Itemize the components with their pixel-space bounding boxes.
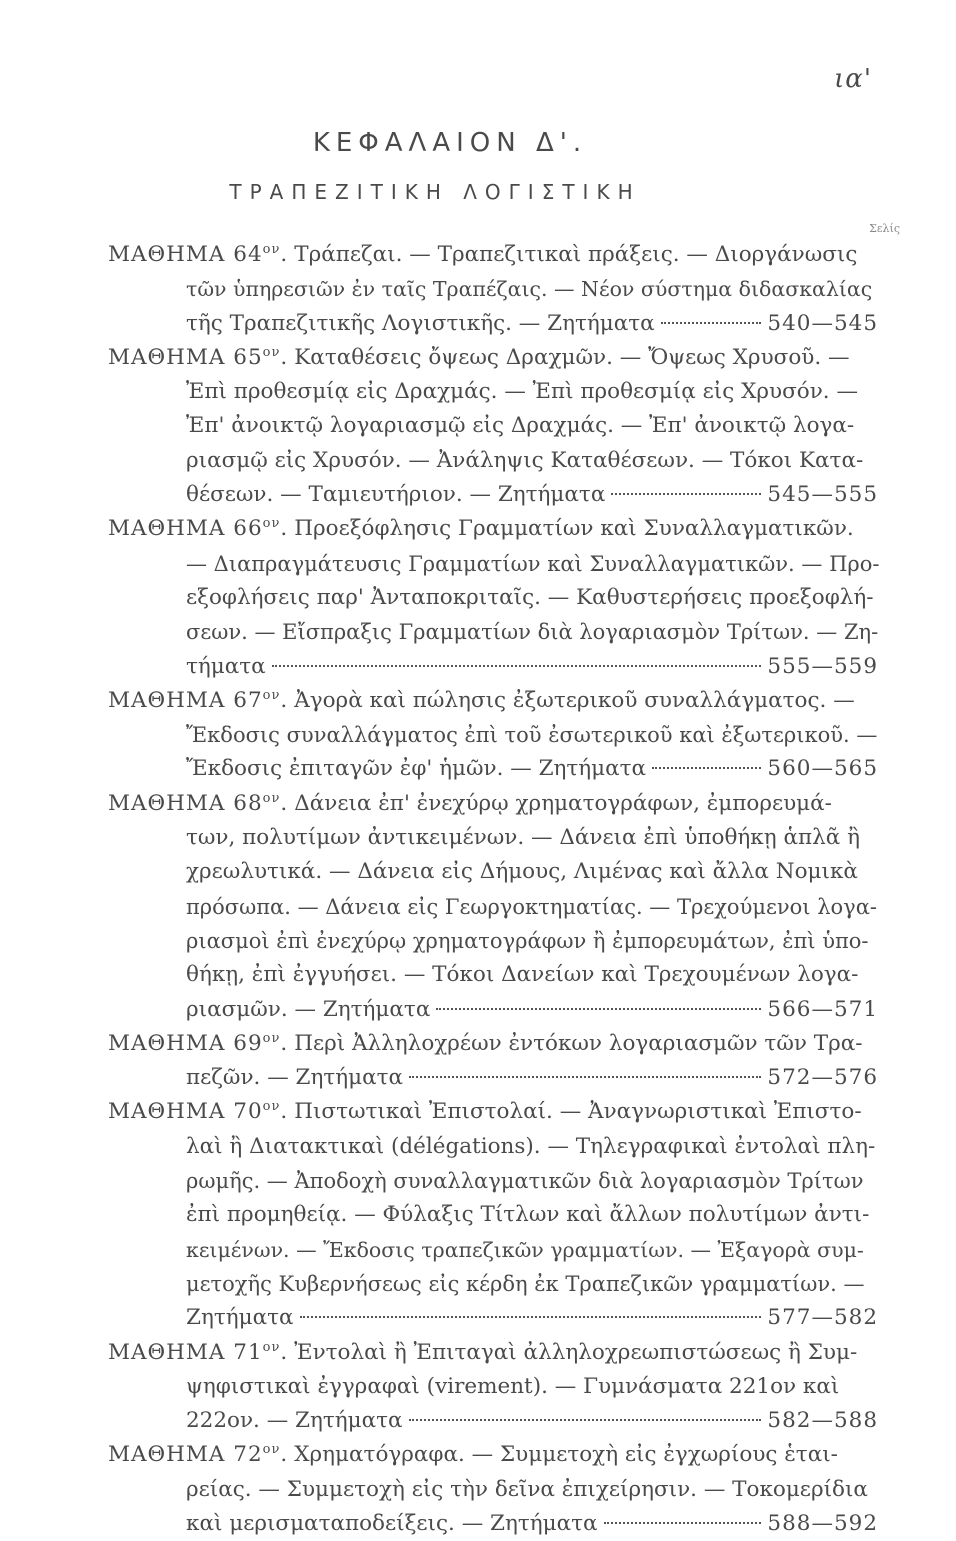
lesson-topic-text: Ἐπ' ἀνοικτῷ λογαριασμῷ εἰς Δραχμάς. — Ἐπ' ἀνοικτῷ λογα-: [186, 413, 855, 439]
page-range: 582—588: [767, 1408, 878, 1434]
toc-line: [108, 1507, 878, 1541]
chapter-title: ΚΕΦΑΛΑΙΟΝ Δ'.: [312, 128, 588, 158]
lesson-number: ΜΑΘΗΜΑ 70: [108, 1099, 263, 1125]
lesson-topic-text: ριασμῷ εἰς Χρυσόν. — Ἀνάληψις Καταθέσεων. — Τόκοι Κατα-: [186, 447, 864, 473]
lesson-ordinal: ον: [262, 344, 281, 360]
toc-line: [108, 718, 878, 752]
lesson-label: ΜΑΘΗΜΑ $68^{o\nu}$.: [108, 790, 289, 816]
lesson-number: ΜΑΘΗΜΑ 68: [108, 790, 263, 816]
dot-leader: [409, 1076, 761, 1078]
dot-leader: [604, 1522, 762, 1524]
dot-leader: [652, 767, 761, 769]
lesson-label: ΜΑΘΗΜΑ $67^{o\nu}$.: [108, 687, 289, 713]
toc-line: [108, 512, 878, 546]
lesson-number: ΜΑΘΗΜΑ 64: [108, 242, 263, 267]
toc-line: [108, 1267, 878, 1301]
lesson-topic-text: πρόσωπα. — Δάνεια εἰς Γεωργοκτηματίας. — Τρεχούμενοι λογα-: [186, 894, 877, 919]
toc-line: [108, 1198, 878, 1232]
lesson-topic-text: Χρηματόγραφα. — Συμμετοχὴ εἰς ἐγχωρίους ἑται-: [294, 1442, 838, 1468]
toc-line: [108, 1095, 878, 1129]
lesson-label: ΜΑΘΗΜΑ $72^{o\nu}$.: [108, 1442, 289, 1468]
page-range: 588—592: [767, 1510, 878, 1536]
toc-line: [108, 341, 878, 375]
lesson-topic-text: τῆς Τραπεζιτικῆς Λογιστικῆς. — Ζητήματα: [186, 310, 655, 336]
lesson-topic-text: Δάνεια ἐπ' ἐνεχύρῳ χρηματογράφων, ἐμπορευμά-: [294, 790, 832, 816]
lesson-topic-text: Καταθέσεις ὄψεως Δραχμῶν. — Ὄψεως Χρυσοῦ. —: [294, 344, 850, 370]
page-range: 577—582: [767, 1305, 878, 1331]
lesson-topic-text: Τράπεζαι. — Τραπεζιτικαὶ πράξεις. — Διοργάνωσις: [294, 242, 858, 267]
toc-entry: [108, 238, 878, 341]
lesson-number: ΜΑΘΗΜΑ 69: [108, 1030, 263, 1056]
lesson-ordinal: ον: [262, 241, 281, 257]
page-range: 540—545: [767, 310, 878, 336]
lesson-topic-text: θήκῃ, ἐπὶ ἐγγυήσει. — Τόκοι Δανείων καὶ Τρεχουμένων λογα-: [186, 962, 859, 988]
lesson-topic-text: ψηφιστικαὶ ἐγγραφαὶ (virement). — Γυμνάσματα 221ον καὶ: [186, 1373, 840, 1399]
toc-line: [108, 752, 878, 786]
lesson-topic-text: λαὶ ἢ Διατακτικαὶ (délégations). — Τηλεγραφικαὶ ἐντολαὶ πλη-: [186, 1133, 876, 1159]
lesson-ordinal: ον: [262, 790, 281, 806]
toc-line: [108, 1027, 878, 1061]
toc-line: [108, 1301, 878, 1335]
toc-line: [108, 1336, 878, 1370]
chapter-subtitle: ΤΡΑΠΕΖΙΤΙΚΗ ΛΟΓΙΣΤΙΚΗ: [229, 180, 641, 204]
toc-line: [108, 650, 878, 684]
page-range: 545—555: [767, 482, 878, 508]
dot-leader: [436, 1008, 761, 1010]
toc-line: [108, 307, 878, 341]
dot-leader: [409, 1419, 762, 1421]
dot-leader: [272, 665, 762, 667]
lesson-topic-text: 222ον. — Ζητήματα: [186, 1408, 403, 1434]
page-range: 560—565: [767, 756, 878, 782]
toc-entry: [108, 684, 878, 787]
toc-line: [108, 615, 878, 649]
toc-entry: [108, 1027, 878, 1096]
lesson-ordinal: ον: [262, 1339, 281, 1355]
lesson-ordinal: ον: [262, 1030, 281, 1046]
lesson-topic-text: ρωμῆς. — Ἀποδοχὴ συναλλαγματικῶν διὰ λογαριασμὸν Τρίτων: [186, 1169, 864, 1194]
lesson-topic-text: πεζῶν. — Ζητήματα: [186, 1065, 404, 1091]
lesson-topic-text: Προεξόφλησις Γραμματίων καὶ Συναλλαγματικῶν.: [294, 516, 854, 542]
lesson-topic-text: ριασμοὶ ἐπὶ ἐνεχύρῳ χρηματογράφων ἢ ἐμπορευμάτων, ἐπὶ ὑπο-: [186, 928, 869, 953]
lesson-topic-text: Περὶ Ἀλληλοχρέων ἐντόκων λογαριασμῶν τῶν Τρα-: [294, 1030, 863, 1056]
lesson-ordinal: ον: [262, 1099, 281, 1115]
dot-leader: [300, 1316, 762, 1318]
toc-line: [108, 238, 878, 272]
lesson-ordinal: ον: [262, 1442, 281, 1458]
toc-line: [108, 375, 878, 409]
lesson-number: ΜΑΘΗΜΑ 66: [108, 516, 263, 542]
lesson-ordinal: ον: [262, 516, 281, 532]
lesson-topic-text: εξοφλήσεις παρ' Ἀνταποκριταῖς. — Καθυστερήσεις προεξοφλή-: [186, 584, 874, 610]
lesson-label: ΜΑΘΗΜΑ $69^{o\nu}$.: [108, 1030, 289, 1056]
lesson-topic-text: μετοχῆς Κυβερνήσεως εἰς κέρδη ἐκ Τραπεζικῶν γραμματίων. —: [186, 1271, 865, 1296]
toc-line: [108, 821, 878, 855]
lesson-topic-text: θέσεων. — Ταμιευτήριον. — Ζητήματα: [186, 482, 606, 508]
toc-entry: [108, 1095, 878, 1335]
toc-line: [108, 409, 878, 443]
lesson-number: ΜΑΘΗΜΑ 72: [108, 1442, 263, 1468]
lesson-label: ΜΑΘΗΜΑ $66^{o\nu}$.: [108, 516, 289, 542]
lesson-topic-text: Ζητήματα: [186, 1305, 294, 1331]
toc-line: [108, 787, 878, 821]
toc-line: [108, 1404, 878, 1438]
lesson-topic-text: σεων. — Εἴσπραξις Γραμματίων διὰ λογαριασμὸν Τρίτων. — Ζη-: [186, 620, 879, 645]
toc-entry: [108, 787, 878, 1027]
lesson-topic-text: τῶν ὑπηρεσιῶν ἐν ταῖς Τραπέζαις. — Νέον σύστημα διδασκαλίας: [186, 277, 873, 302]
lesson-topic-text: ἐπὶ προμηθείᾳ. — Φύλαξις Τίτλων καὶ ἄλλων πολυτίμων ἀντι-: [186, 1202, 870, 1228]
lesson-topic-text: Ἀγορὰ καὶ πώλησις ἐξωτερικοῦ συναλλάγματος. —: [294, 687, 855, 713]
lesson-label: ΜΑΘΗΜΑ $65^{o\nu}$.: [108, 344, 289, 370]
lesson-topic-text: Ἔκδοσις συναλλάγματος ἐπὶ τοῦ ἐσωτερικοῦ καὶ ἐξωτερικοῦ. —: [186, 723, 878, 748]
page-number: ια': [834, 64, 872, 94]
toc-line: [108, 1438, 878, 1472]
lesson-label: ΜΑΘΗΜΑ $71^{o\nu}$.: [108, 1339, 289, 1365]
toc-line: [108, 1370, 878, 1404]
page-range: 566—571: [767, 996, 878, 1022]
lesson-topic-text: κειμένων. — Ἔκδοσις τραπεζικῶν γραμματίων. — Ἐξαγορὰ συμ-: [186, 1237, 864, 1262]
toc-line: [108, 993, 878, 1027]
lesson-topic-text: Πιστωτικαὶ Ἐπιστολαί. — Ἀναγνωριστικαὶ Ἐπιστο-: [294, 1099, 862, 1125]
lesson-topic-text: — Διαπραγμάτευσις Γραμματίων καὶ Συναλλαγματικῶν. — Προ-: [186, 551, 880, 576]
toc-line: [108, 478, 878, 512]
toc-line: [108, 444, 878, 478]
toc-line: [108, 855, 878, 889]
lesson-topic-text: τήματα: [186, 653, 266, 679]
dot-leader: [661, 322, 762, 324]
lesson-topic-text: Ἐπὶ προθεσμίᾳ εἰς Δραχμάς. — Ἐπὶ προθεσμίᾳ εἰς Χρυσόν. —: [186, 379, 858, 405]
lesson-number: ΜΑΘΗΜΑ 67: [108, 687, 263, 713]
lesson-topic-text: καὶ μερισματαποδείξεις. — Ζητήματα: [186, 1510, 598, 1536]
dot-leader: [611, 493, 761, 495]
lesson-label: ΜΑΘΗΜΑ $64^{o\nu}$.: [108, 241, 289, 267]
page-column-label: Σελίς: [869, 222, 900, 235]
toc-line: [108, 890, 878, 924]
toc-line: [108, 1061, 878, 1095]
toc-entry: [108, 1438, 878, 1541]
toc-line: [108, 924, 878, 958]
toc-entry: [108, 1336, 878, 1439]
toc-entry: [108, 512, 878, 683]
lesson-topic-text: ρείας. — Συμμετοχὴ εἰς τὴν δεῖνα ἐπιχείρησιν. — Τοκομερίδια: [186, 1476, 868, 1502]
page-range: 572—576: [767, 1065, 878, 1091]
lesson-ordinal: ον: [262, 687, 281, 703]
toc-entry: [108, 341, 878, 512]
lesson-topic-text: Ἔκδοσις ἐπιταγῶν ἐφ' ἡμῶν. — Ζητήματα: [186, 756, 647, 782]
toc-line: [108, 1164, 878, 1198]
toc-line: [108, 1130, 878, 1164]
toc-line: [108, 272, 878, 306]
toc-line: [108, 547, 878, 581]
lesson-label: ΜΑΘΗΜΑ $70^{o\nu}$.: [108, 1099, 289, 1125]
toc-line: [108, 581, 878, 615]
lesson-number: ΜΑΘΗΜΑ 65: [108, 344, 263, 370]
table-of-contents: [108, 238, 878, 1541]
lesson-topic-text: των, πολυτίμων ἀντικειμένων. — Δάνεια ἐπὶ ὑποθήκῃ ἁπλᾶ ἢ: [186, 825, 860, 851]
toc-line: [108, 958, 878, 992]
lesson-topic-text: ριασμῶν. — Ζητήματα: [186, 996, 431, 1022]
lesson-topic-text: χρεωλυτικά. — Δάνεια εἰς Δήμους, Λιμένας καὶ ἄλλα Νομικὰ: [186, 859, 858, 885]
page-range: 555—559: [767, 653, 878, 679]
toc-line: [108, 684, 878, 718]
toc-line: [108, 1233, 878, 1267]
toc-line: [108, 1473, 878, 1507]
lesson-topic-text: Ἐντολαὶ ἢ Ἐπιταγαὶ ἀλληλοχρεωπιστώσεως ἢ Συμ-: [294, 1339, 858, 1365]
lesson-number: ΜΑΘΗΜΑ 71: [108, 1339, 263, 1365]
